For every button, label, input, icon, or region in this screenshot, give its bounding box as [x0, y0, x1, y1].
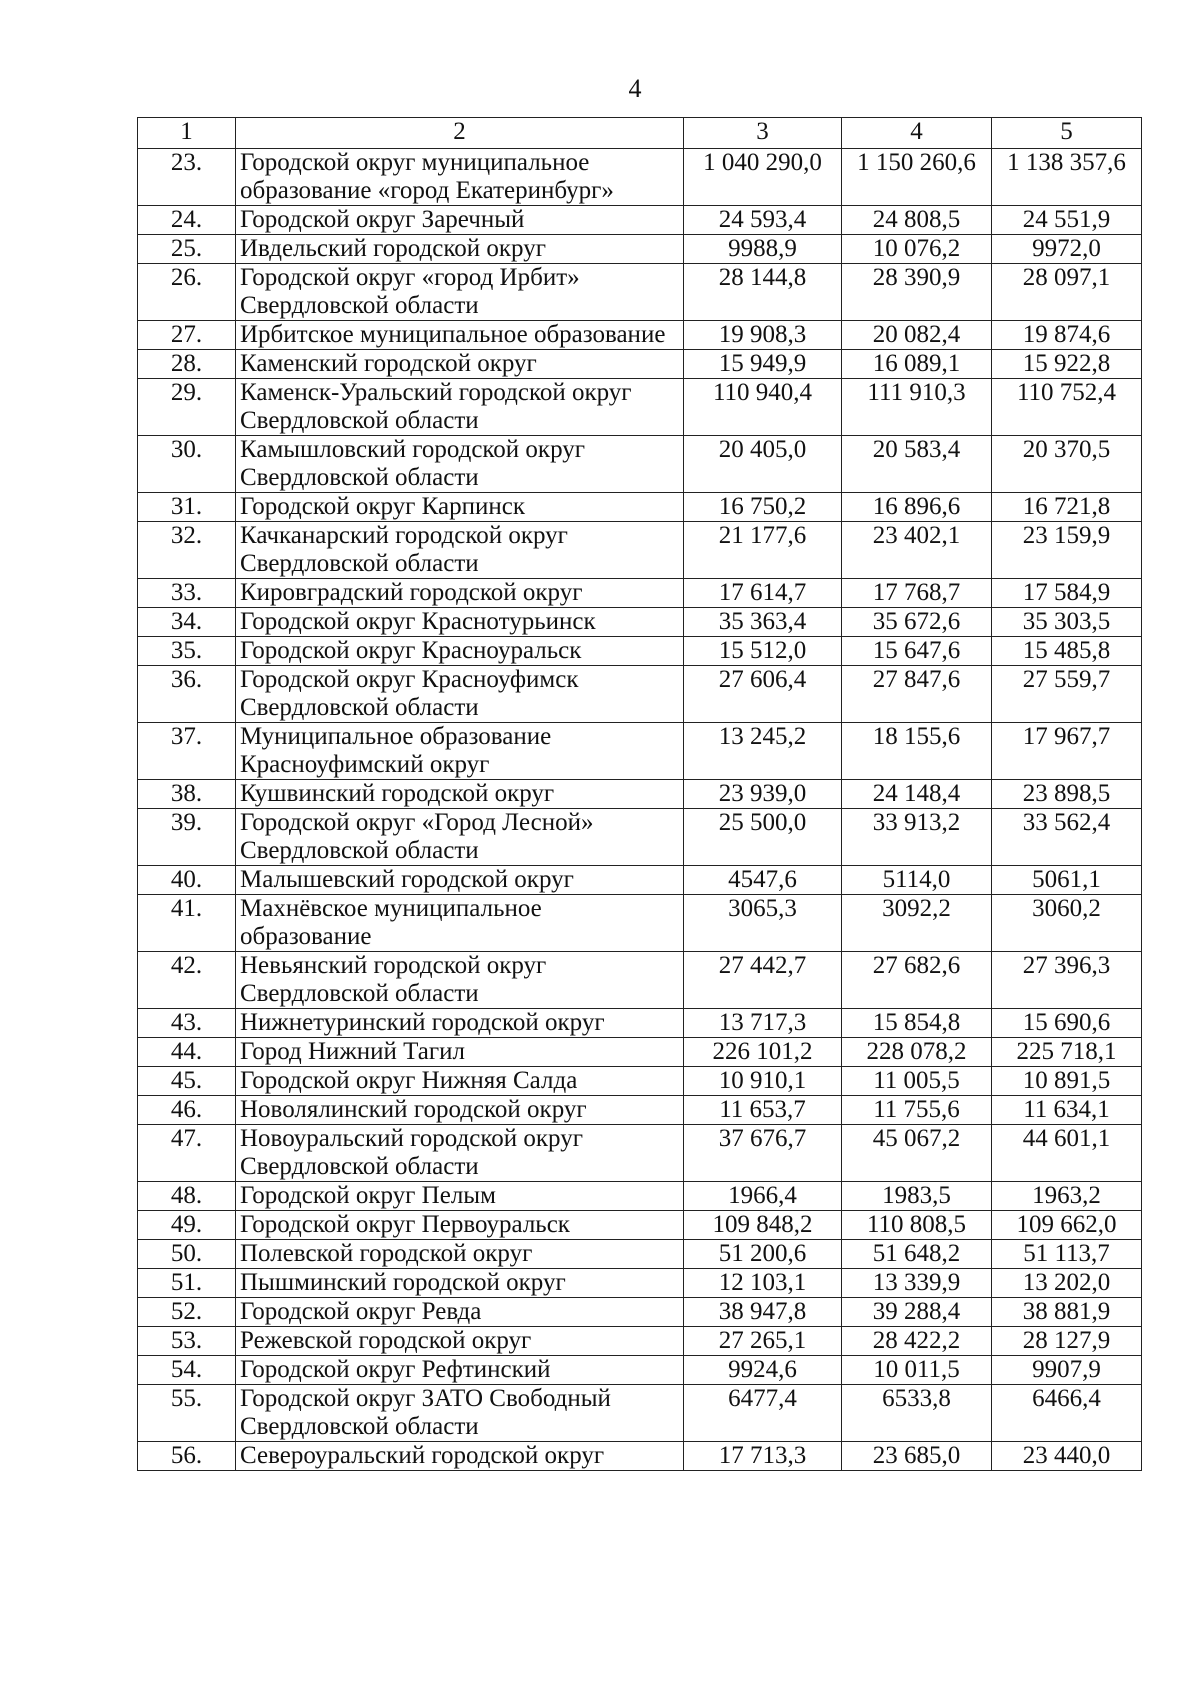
value-col-5: 23 159,9 — [992, 522, 1142, 579]
value-col-3: 1966,4 — [684, 1182, 842, 1211]
value-col-5: 28 127,9 — [992, 1327, 1142, 1356]
value-col-3: 51 200,6 — [684, 1240, 842, 1269]
value-col-5: 27 559,7 — [992, 666, 1142, 723]
table-row — [138, 1211, 1142, 1240]
row-number: 26. — [138, 264, 236, 321]
table-row — [138, 522, 1142, 579]
value-col-3: 25 500,0 — [684, 809, 842, 866]
value-col-3: 4547,6 — [684, 866, 842, 895]
table-row — [138, 206, 1142, 235]
value-col-4: 1983,5 — [842, 1182, 992, 1211]
table-row — [138, 666, 1142, 723]
value-col-3: 226 101,2 — [684, 1038, 842, 1067]
value-col-4: 111 910,3 — [842, 379, 992, 436]
value-col-3: 110 940,4 — [684, 379, 842, 436]
value-col-5: 17 967,7 — [992, 723, 1142, 780]
value-col-5: 16 721,8 — [992, 493, 1142, 522]
table-row — [138, 493, 1142, 522]
row-number: 38. — [138, 780, 236, 809]
row-number: 47. — [138, 1125, 236, 1182]
municipality-name: Город Нижний Тагил — [236, 1038, 684, 1067]
row-number: 37. — [138, 723, 236, 780]
row-number: 29. — [138, 379, 236, 436]
value-col-4: 5114,0 — [842, 866, 992, 895]
municipality-name: Ирбитское муниципальное образование — [236, 321, 684, 350]
value-col-4: 16 089,1 — [842, 350, 992, 379]
row-number: 25. — [138, 235, 236, 264]
value-col-4: 10 011,5 — [842, 1356, 992, 1385]
value-col-5: 225 718,1 — [992, 1038, 1142, 1067]
value-col-3: 6477,4 — [684, 1385, 842, 1442]
value-col-4: 24 148,4 — [842, 780, 992, 809]
municipality-name: Городской округ Красноуральск — [236, 637, 684, 666]
municipality-name: Муниципальное образование Красноуфимский округ — [236, 723, 684, 780]
table-row — [138, 895, 1142, 952]
table-row — [138, 1096, 1142, 1125]
row-number: 42. — [138, 952, 236, 1009]
header-col-3: 3 — [684, 118, 842, 149]
value-col-3: 9988,9 — [684, 235, 842, 264]
value-col-4: 27 847,6 — [842, 666, 992, 723]
value-col-4: 20 082,4 — [842, 321, 992, 350]
value-col-3: 15 949,9 — [684, 350, 842, 379]
value-col-4: 45 067,2 — [842, 1125, 992, 1182]
value-col-5: 1 138 357,6 — [992, 149, 1142, 206]
value-col-5: 11 634,1 — [992, 1096, 1142, 1125]
value-col-5: 24 551,9 — [992, 206, 1142, 235]
value-col-5: 10 891,5 — [992, 1067, 1142, 1096]
table-row — [138, 235, 1142, 264]
municipality-name: Каменский городской округ — [236, 350, 684, 379]
row-number: 50. — [138, 1240, 236, 1269]
value-col-4: 15 854,8 — [842, 1009, 992, 1038]
row-number: 27. — [138, 321, 236, 350]
table-row — [138, 723, 1142, 780]
row-number: 35. — [138, 637, 236, 666]
value-col-4: 23 685,0 — [842, 1442, 992, 1471]
table-row — [138, 1182, 1142, 1211]
table-row — [138, 1327, 1142, 1356]
header-col-4: 4 — [842, 118, 992, 149]
value-col-3: 12 103,1 — [684, 1269, 842, 1298]
municipality-name: Городской округ муниципальное образование «город Екатеринбург» — [236, 149, 684, 206]
municipality-name: Городской округ Ревда — [236, 1298, 684, 1327]
table-row — [138, 1356, 1142, 1385]
table-row — [138, 809, 1142, 866]
municipality-name: Городской округ Пелым — [236, 1182, 684, 1211]
value-col-5: 23 898,5 — [992, 780, 1142, 809]
value-col-5: 19 874,6 — [992, 321, 1142, 350]
value-col-3: 11 653,7 — [684, 1096, 842, 1125]
value-col-3: 10 910,1 — [684, 1067, 842, 1096]
value-col-5: 23 440,0 — [992, 1442, 1142, 1471]
row-number: 33. — [138, 579, 236, 608]
table-row — [138, 1269, 1142, 1298]
municipality-name: Городской округ Рефтинский — [236, 1356, 684, 1385]
value-col-5: 51 113,7 — [992, 1240, 1142, 1269]
row-number: 53. — [138, 1327, 236, 1356]
municipality-name: Махнёвское муниципальное образование — [236, 895, 684, 952]
value-col-4: 33 913,2 — [842, 809, 992, 866]
value-col-3: 9924,6 — [684, 1356, 842, 1385]
value-col-3: 13 245,2 — [684, 723, 842, 780]
value-col-3: 27 265,1 — [684, 1327, 842, 1356]
table-row — [138, 1067, 1142, 1096]
page-number: 4 — [628, 74, 642, 103]
municipality-name: Пышминский городской округ — [236, 1269, 684, 1298]
header-col-2: 2 — [236, 118, 684, 149]
value-col-5: 3060,2 — [992, 895, 1142, 952]
value-col-4: 110 808,5 — [842, 1211, 992, 1240]
value-col-3: 35 363,4 — [684, 608, 842, 637]
municipality-name: Городской округ Заречный — [236, 206, 684, 235]
header-row — [138, 118, 1142, 149]
row-number: 46. — [138, 1096, 236, 1125]
value-col-5: 9972,0 — [992, 235, 1142, 264]
value-col-5: 109 662,0 — [992, 1211, 1142, 1240]
value-col-3: 16 750,2 — [684, 493, 842, 522]
row-number: 32. — [138, 522, 236, 579]
table-row — [138, 379, 1142, 436]
value-col-4: 18 155,6 — [842, 723, 992, 780]
municipality-name: Городской округ ЗАТО Свободный Свердловской области — [236, 1385, 684, 1442]
value-col-4: 24 808,5 — [842, 206, 992, 235]
data-table — [137, 117, 1142, 1471]
table-row — [138, 579, 1142, 608]
municipality-name: Североуральский городской округ — [236, 1442, 684, 1471]
municipality-name: Городской округ Первоуральск — [236, 1211, 684, 1240]
row-number: 23. — [138, 149, 236, 206]
row-number: 40. — [138, 866, 236, 895]
municipality-name: Новоуральский городской округ Свердловской области — [236, 1125, 684, 1182]
row-number: 44. — [138, 1038, 236, 1067]
municipality-name: Невьянский городской округ Свердловской области — [236, 952, 684, 1009]
municipality-name: Полевской городской округ — [236, 1240, 684, 1269]
value-col-4: 20 583,4 — [842, 436, 992, 493]
value-col-4: 11 005,5 — [842, 1067, 992, 1096]
table-row — [138, 1038, 1142, 1067]
table-row — [138, 608, 1142, 637]
table-row — [138, 1442, 1142, 1471]
row-number: 43. — [138, 1009, 236, 1038]
value-col-3: 23 939,0 — [684, 780, 842, 809]
municipality-name: Ивдельский городской округ — [236, 235, 684, 264]
value-col-3: 1 040 290,0 — [684, 149, 842, 206]
value-col-3: 15 512,0 — [684, 637, 842, 666]
row-number: 56. — [138, 1442, 236, 1471]
municipality-name: Малышевский городской округ — [236, 866, 684, 895]
value-col-3: 109 848,2 — [684, 1211, 842, 1240]
table-row — [138, 149, 1142, 206]
value-col-5: 15 922,8 — [992, 350, 1142, 379]
row-number: 41. — [138, 895, 236, 952]
value-col-5: 20 370,5 — [992, 436, 1142, 493]
table-row — [138, 1240, 1142, 1269]
value-col-5: 9907,9 — [992, 1356, 1142, 1385]
value-col-3: 24 593,4 — [684, 206, 842, 235]
municipality-name: Каменск-Уральский городской округ Свердловской области — [236, 379, 684, 436]
row-number: 55. — [138, 1385, 236, 1442]
value-col-4: 27 682,6 — [842, 952, 992, 1009]
municipality-name: Режевской городской округ — [236, 1327, 684, 1356]
value-col-4: 16 896,6 — [842, 493, 992, 522]
value-col-4: 13 339,9 — [842, 1269, 992, 1298]
row-number: 51. — [138, 1269, 236, 1298]
value-col-3: 27 606,4 — [684, 666, 842, 723]
value-col-5: 5061,1 — [992, 866, 1142, 895]
row-number: 34. — [138, 608, 236, 637]
table-row — [138, 780, 1142, 809]
row-number: 31. — [138, 493, 236, 522]
value-col-5: 35 303,5 — [992, 608, 1142, 637]
value-col-3: 17 614,7 — [684, 579, 842, 608]
value-col-4: 28 422,2 — [842, 1327, 992, 1356]
value-col-3: 37 676,7 — [684, 1125, 842, 1182]
row-number: 54. — [138, 1356, 236, 1385]
row-number: 28. — [138, 350, 236, 379]
value-col-4: 11 755,6 — [842, 1096, 992, 1125]
value-col-4: 1 150 260,6 — [842, 149, 992, 206]
row-number: 52. — [138, 1298, 236, 1327]
value-col-4: 17 768,7 — [842, 579, 992, 608]
municipality-name: Городской округ «город Ирбит» Свердловской области — [236, 264, 684, 321]
value-col-4: 51 648,2 — [842, 1240, 992, 1269]
row-number: 36. — [138, 666, 236, 723]
value-col-4: 15 647,6 — [842, 637, 992, 666]
header-col-5: 5 — [992, 118, 1142, 149]
table-row — [138, 350, 1142, 379]
table-header — [138, 118, 1142, 149]
municipality-name: Нижнетуринский городской округ — [236, 1009, 684, 1038]
value-col-4: 6533,8 — [842, 1385, 992, 1442]
value-col-4: 228 078,2 — [842, 1038, 992, 1067]
municipality-name: Камышловский городской округ Свердловской области — [236, 436, 684, 493]
value-col-5: 27 396,3 — [992, 952, 1142, 1009]
value-col-3: 17 713,3 — [684, 1442, 842, 1471]
table-row — [138, 1009, 1142, 1038]
table-row — [138, 866, 1142, 895]
value-col-5: 17 584,9 — [992, 579, 1142, 608]
value-col-3: 20 405,0 — [684, 436, 842, 493]
municipality-name: Новолялинский городской округ — [236, 1096, 684, 1125]
value-col-4: 3092,2 — [842, 895, 992, 952]
value-col-5: 6466,4 — [992, 1385, 1142, 1442]
value-col-4: 23 402,1 — [842, 522, 992, 579]
table-row — [138, 1385, 1142, 1442]
table-row — [138, 637, 1142, 666]
row-number: 30. — [138, 436, 236, 493]
value-col-4: 28 390,9 — [842, 264, 992, 321]
value-col-4: 10 076,2 — [842, 235, 992, 264]
row-number: 45. — [138, 1067, 236, 1096]
table-body — [138, 149, 1142, 1471]
value-col-4: 39 288,4 — [842, 1298, 992, 1327]
municipality-name: Городской округ Краснотурьинск — [236, 608, 684, 637]
value-col-5: 110 752,4 — [992, 379, 1142, 436]
value-col-3: 3065,3 — [684, 895, 842, 952]
value-col-5: 15 485,8 — [992, 637, 1142, 666]
header-col-1: 1 — [138, 118, 236, 149]
municipality-name: Кушвинский городской округ — [236, 780, 684, 809]
value-col-3: 21 177,6 — [684, 522, 842, 579]
value-col-5: 13 202,0 — [992, 1269, 1142, 1298]
municipality-name: Городской округ Нижняя Салда — [236, 1067, 684, 1096]
value-col-5: 33 562,4 — [992, 809, 1142, 866]
value-col-5: 28 097,1 — [992, 264, 1142, 321]
value-col-5: 44 601,1 — [992, 1125, 1142, 1182]
row-number: 39. — [138, 809, 236, 866]
table-row — [138, 952, 1142, 1009]
row-number: 24. — [138, 206, 236, 235]
municipality-name: Кировградский городской округ — [236, 579, 684, 608]
value-col-3: 38 947,8 — [684, 1298, 842, 1327]
value-col-5: 15 690,6 — [992, 1009, 1142, 1038]
row-number: 48. — [138, 1182, 236, 1211]
value-col-3: 28 144,8 — [684, 264, 842, 321]
municipality-name: Городской округ «Город Лесной» Свердловской области — [236, 809, 684, 866]
table-row — [138, 321, 1142, 350]
municipality-name: Городской округ Карпинск — [236, 493, 684, 522]
value-col-5: 38 881,9 — [992, 1298, 1142, 1327]
table-row — [138, 264, 1142, 321]
value-col-3: 27 442,7 — [684, 952, 842, 1009]
municipality-name: Городской округ Красноуфимск Свердловской области — [236, 666, 684, 723]
table-row — [138, 1298, 1142, 1327]
value-col-3: 19 908,3 — [684, 321, 842, 350]
row-number: 49. — [138, 1211, 236, 1240]
value-col-5: 1963,2 — [992, 1182, 1142, 1211]
municipality-name: Качканарский городской округ Свердловской области — [236, 522, 684, 579]
table-row — [138, 436, 1142, 493]
table-row — [138, 1125, 1142, 1182]
value-col-3: 13 717,3 — [684, 1009, 842, 1038]
value-col-4: 35 672,6 — [842, 608, 992, 637]
